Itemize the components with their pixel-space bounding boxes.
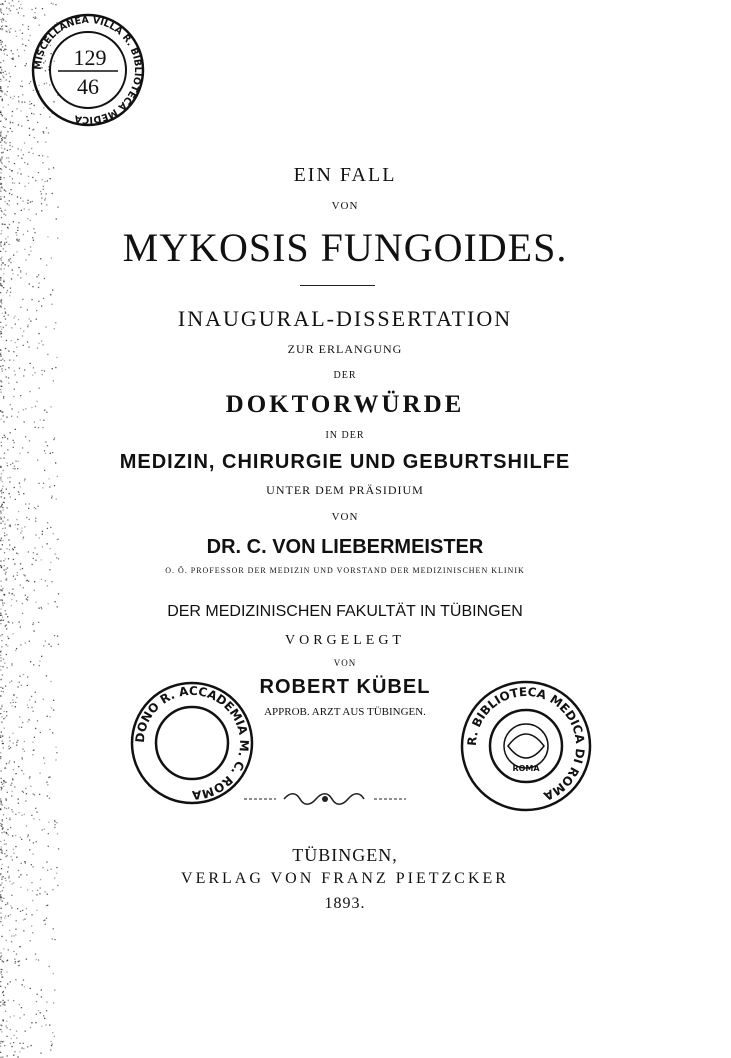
title-rule <box>300 285 375 286</box>
right-stamp-center-text: ROMA <box>512 764 540 773</box>
library-stamp-right <box>456 676 596 816</box>
von-line-2: VON <box>333 658 357 668</box>
library-stamp-left <box>127 678 257 808</box>
von-line-1: VON <box>331 511 359 523</box>
degree-title: DOKTORWÜRDE <box>225 391 465 418</box>
faculty-line: DER MEDIZINISCHEN FAKULTÄT IN TÜBINGEN <box>167 603 523 620</box>
dissertation-heading: INAUGURAL-DISSERTATION <box>177 306 513 331</box>
zur-erlangung: ZUR ERLANGUNG <box>287 342 403 356</box>
der-line: DER <box>333 370 357 381</box>
author-title: APPROB. ARZT AUS TÜBINGEN. <box>264 706 426 718</box>
president-title: O. Ö. PROFESSOR DER MEDIZIN UND VORSTAND DER MEDIZINISCHEN KLINIK <box>165 566 525 575</box>
svg-text:R. BIBLIOTECA MEDICA DI ROMA <box>465 685 587 804</box>
right-stamp-ring-text: R. BIBLIOTECA MEDICA DI ROMA <box>464 684 588 804</box>
book-title: MYKOSIS FUNGOIDES. <box>122 225 568 270</box>
svg-text:DONO R. ACCADEMIA M. C. ROMA <box>133 684 251 802</box>
author-name: ROBERT KÜBEL <box>259 676 431 698</box>
left-stamp-ring-text: DONO R. ACCADEMIA M. C. ROMA <box>132 683 252 803</box>
imprint-publisher: VERLAG VON FRANZ PIETZCKER <box>181 870 509 887</box>
shelfmark-number-bottom: 46 <box>77 74 99 99</box>
vorgelegt-line: VORGELEGT <box>285 633 405 648</box>
in-der-line: IN DER <box>325 430 365 441</box>
imprint-city: TÜBINGEN, <box>292 845 398 865</box>
ornament-divider <box>240 791 410 807</box>
shelfmark-stamp <box>28 10 148 130</box>
president-name: DR. C. VON LIEBERMEISTER <box>206 536 484 558</box>
unter-dem-praesidium: UNTER DEM PRÄSIDIUM <box>266 483 424 497</box>
shelfmark-ring-text: MISCELLANEA VILLA R. BIBLIOTECA MEDICA <box>32 14 144 126</box>
fields-line: MEDIZIN, CHIRURGIE UND GEBURTSHILFE <box>119 451 571 473</box>
imprint-year: 1893. <box>324 895 366 912</box>
title-line-2: VON <box>331 200 359 212</box>
shelfmark-number-top: 129 <box>73 45 107 70</box>
title-line-1: EIN FALL <box>293 164 397 186</box>
